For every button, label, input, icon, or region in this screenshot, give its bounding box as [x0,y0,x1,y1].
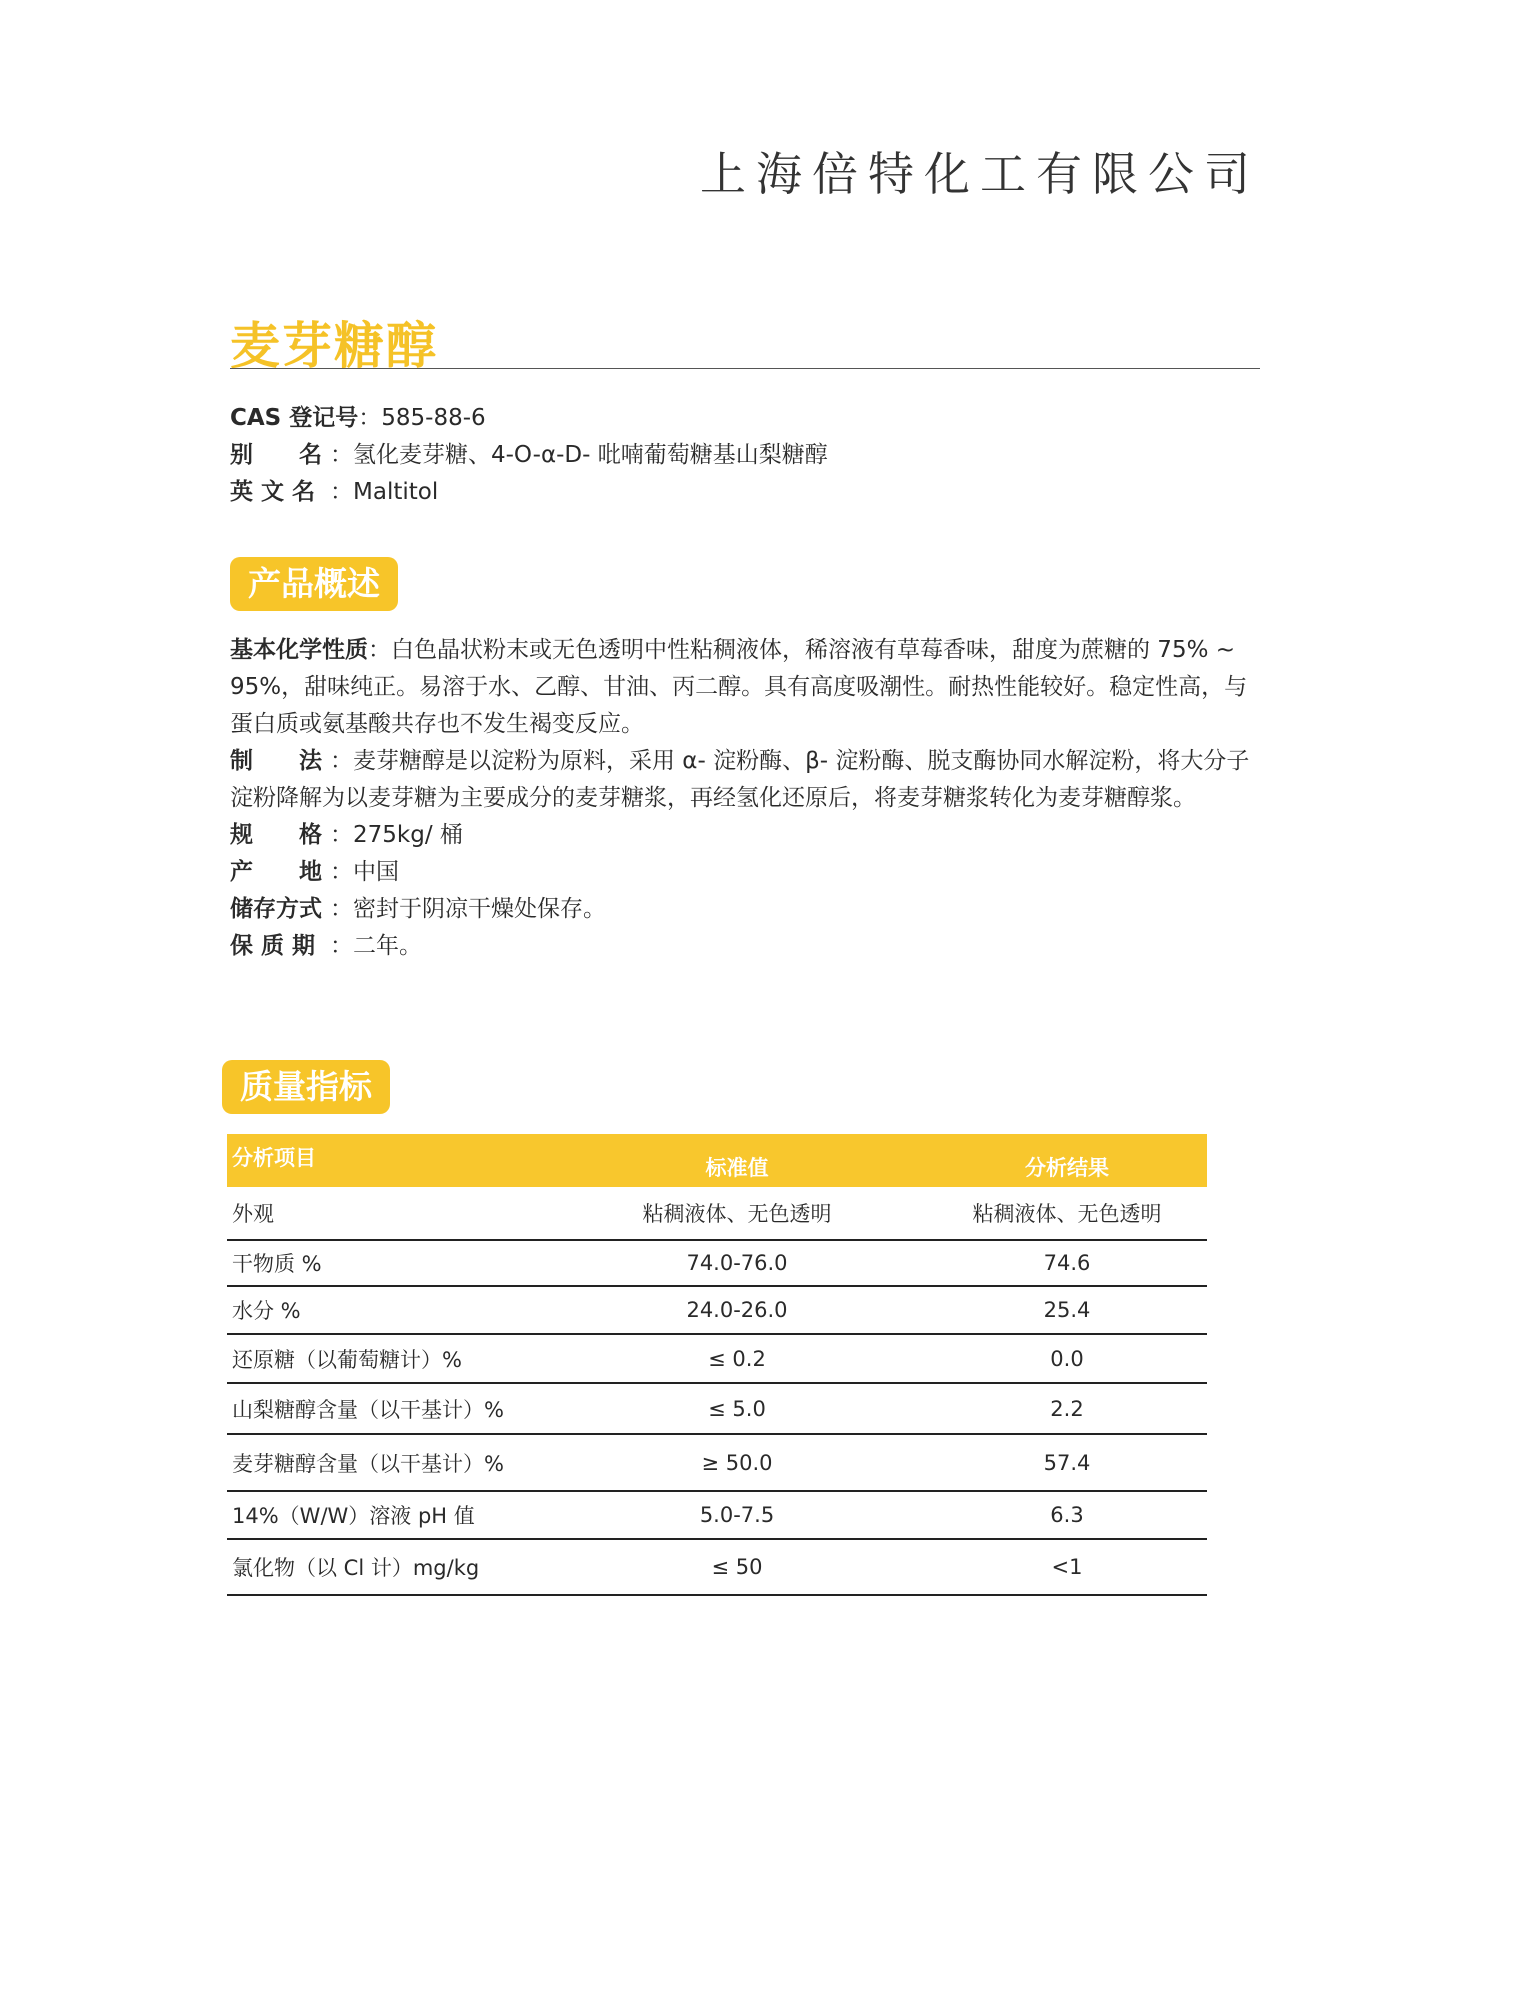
chem-properties: 基本化学性质：白色晶状粉末或无色透明中性粘稠液体，稀溶液有草莓香味，甜度为蔗糖的 75% ~ 95%，甜味纯正。易溶于水、乙醇、甘油、丙二醇。具有高度吸潮性。耐热性能较好。稳定性高，与蛋白质或氨基酸共存也不发生褐变反应。 [230,632,1260,743]
table-row [227,1492,1207,1540]
company-name: 上海倍特化工有限公司 [700,147,1260,201]
english-name-label: 英 文 名 [230,479,316,505]
cas-row: CAS 登记号：585-88-6 [230,400,828,437]
row-item: 氯化物（以 Cl 计）mg/kg [232,1556,480,1580]
spec-label: 规 格 [230,822,322,848]
row-result: 6.3 [1050,1503,1084,1527]
chem-label: 基本化学性质 [230,637,368,663]
origin-row: 产 地 ：中国 [230,854,1260,891]
production-method: 制 法 ：麦芽糖醇是以淀粉为原料，采用 α- 淀粉酶、β- 淀粉酶、脱支酶协同水解淀粉，将大分子淀粉降解为以麦芽糖为主要成分的麦芽糖浆，再经氢化还原后，将麦芽糖浆转化为麦芽糖醇浆。 [230,743,1260,817]
overview-heading: 产品概述 [230,557,398,611]
table-row [227,1241,1207,1287]
quality-heading: 质量指标 [222,1060,390,1114]
shelf-life-label: 保 质 期 [230,933,316,959]
method-label: 制 法 [230,748,322,774]
table-row [227,1540,1207,1596]
row-standard: 24.0-26.0 [686,1298,788,1322]
row-standard: 5.0-7.5 [699,1503,775,1527]
row-item: 14%（W/W）溶液 pH 值 [232,1504,475,1528]
row-standard: ≤ 0.2 [708,1346,766,1371]
storage-label: 储存方式 [230,896,322,922]
alias-value: 氢化麦芽糖、4-O-α-D- 吡喃葡萄糖基山梨糖醇 [353,442,828,468]
alias-label: 别 名 [230,442,322,468]
row-item: 干物质 % [232,1252,322,1276]
title-divider [230,368,1260,369]
cas-label: CAS 登记号 [230,405,359,431]
row-result: 57.4 [1043,1450,1091,1475]
row-item: 还原糖（以葡萄糖计）% [232,1347,462,1372]
chem-text: 白色晶状粉末或无色透明中性粘稠液体，稀溶液有草莓香味，甜度为蔗糖的 75% ~ 95%，甜味纯正。易溶于水、乙醇、甘油、丙二醇。具有高度吸潮性。耐热性能较好。稳定性高，与蛋白质或氨基酸共存也不发生褐变反应。 [230,637,1248,737]
storage-row: 储存方式 ：密封于阴凉干燥处保存。 [230,891,1260,928]
quality-table [227,1134,1207,1596]
origin-label: 产 地 [230,859,322,885]
row-item: 麦芽糖醇含量（以干基计）% [232,1451,504,1476]
header-standard: 标准值 [705,1156,769,1180]
row-standard: ≤ 50 [711,1555,763,1579]
shelf-life-row: 保 质 期 ：二年。 [230,928,1260,965]
product-info [230,400,828,511]
row-result: 2.2 [1050,1396,1084,1421]
row-result: 74.6 [1043,1251,1091,1275]
english-name-row: 英 文 名 ：Maltitol [230,474,828,511]
row-result: 粘稠液体、无色透明 [972,1202,1162,1226]
english-name-value: Maltitol [353,479,439,505]
product-title: 麦芽糖醇 [230,317,438,375]
row-item: 山梨糖醇含量（以干基计）% [232,1397,504,1422]
row-standard: ≥ 50.0 [701,1450,773,1475]
origin-value: 中国 [353,859,399,885]
method-text: 麦芽糖醇是以淀粉为原料，采用 α- 淀粉酶、β- 淀粉酶、脱支酶协同水解淀粉，将大分子淀粉降解为以麦芽糖为主要成分的麦芽糖浆，再经氢化还原后，将麦芽糖浆转化为麦芽糖醇浆。 [230,748,1250,811]
table-row [227,1335,1207,1384]
row-item: 外观 [232,1202,274,1226]
row-result: 25.4 [1043,1298,1091,1322]
table-row [227,1287,1207,1335]
row-result: <1 [1051,1555,1083,1579]
table-row [227,1187,1207,1241]
row-standard: 74.0-76.0 [686,1251,788,1275]
row-result: 0.0 [1050,1346,1084,1371]
overview-section [230,632,1260,965]
spec-value: 275kg/ 桶 [353,822,463,848]
alias-row: 别 名 ：氢化麦芽糖、4-O-α-D- 吡喃葡萄糖基山梨糖醇 [230,437,828,474]
storage-value: 密封于阴凉干燥处保存。 [353,896,606,922]
row-standard: ≤ 5.0 [708,1396,766,1421]
header-result: 分析结果 [1025,1156,1109,1180]
header-item: 分析项目 [232,1146,316,1170]
row-standard: 粘稠液体、无色透明 [642,1202,832,1226]
spec-row: 规 格 ：275kg/ 桶 [230,817,1260,854]
table-row [227,1435,1207,1492]
cas-value: 585-88-6 [381,405,486,431]
table-row [227,1384,1207,1435]
table-header [227,1134,1207,1187]
shelf-life-value: 二年。 [353,933,422,959]
row-item: 水分 % [232,1299,301,1323]
